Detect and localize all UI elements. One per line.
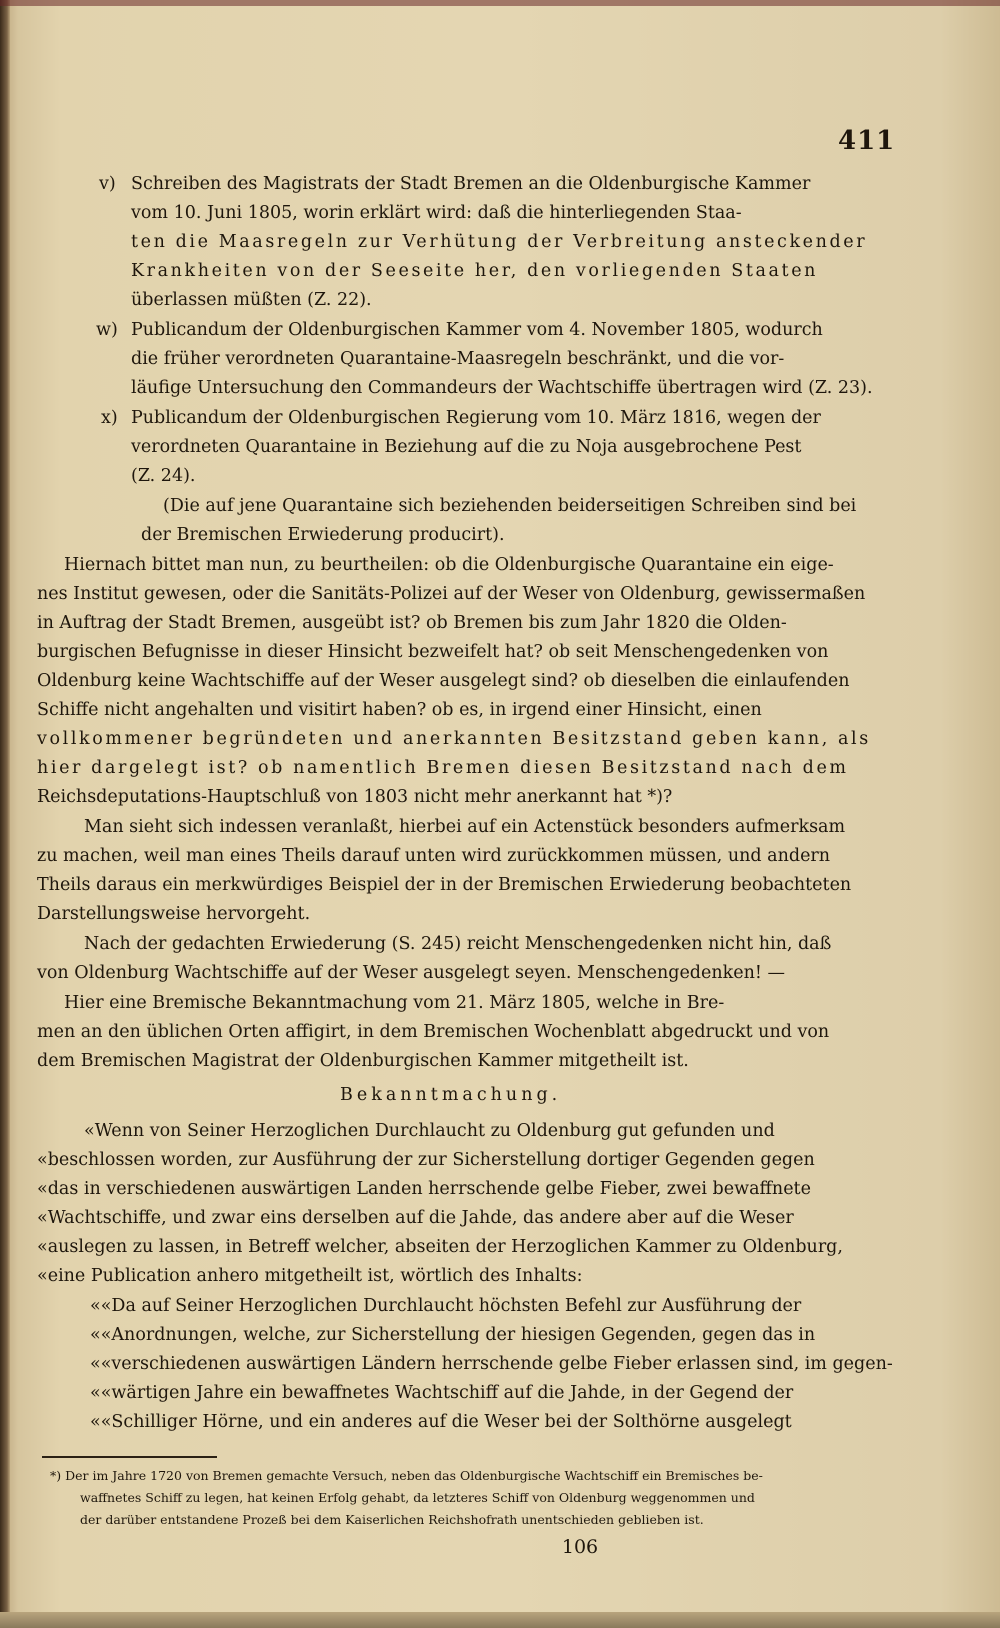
quote-line: «eine Publication anhero mitgetheilt ist, wörtlich des Inhalts: [37, 1266, 583, 1286]
page-number-bottom: 106 [561, 1536, 599, 1558]
note-line: (Die auf jene Quarantaine sich beziehenden beiderseitigen Schreiben sind bei [163, 496, 857, 516]
nested-quote-line: ««wärtigen Jahre ein bewaffnetes Wachtschiff auf die Jahde, in der Gegend der [90, 1383, 794, 1403]
section-heading: Bekanntmachung. [340, 1085, 562, 1105]
paragraph-line: Schiffe nicht angehalten und visitirt haben? ob es, in irgend einer Hinsicht, einen [37, 700, 762, 720]
paragraph-line: hier dargelegt ist? ob namentlich Bremen diesen Besitzstand nach dem [37, 758, 849, 778]
paragraph-line: zu machen, weil man eines Theils darauf unten wird zurückkommen müssen, und andern [37, 846, 831, 866]
paragraph-line: von Oldenburg Wachtschiffe auf der Weser ausgelegt seyen. Menschengedenken! — [37, 963, 785, 983]
item-label-w: w) [96, 320, 118, 340]
item-v-line: ten die Maasregeln zur Verhütung der Verbreitung ansteckender [131, 232, 868, 252]
footnote-line: *) Der im Jahre 1720 von Bremen gemachte Versuch, neben das Oldenburgische Wachtschiff ein Bremisches be- [50, 1468, 763, 1483]
nested-quote-line: ««Anordnungen, welche, zur Sicherstellung der hiesigen Gegenden, gegen das in [90, 1325, 816, 1345]
footnote-line: waffnetes Schiff zu legen, hat keinen Erfolg gehabt, da letzteres Schiff von Oldenburg weggenommen und [80, 1490, 755, 1505]
paragraph-line: nes Institut gewesen, oder die Sanitäts-Polizei auf der Weser von Oldenburg, gewissermaßen [37, 584, 866, 604]
item-v-line: vom 10. Juni 1805, worin erklärt wird: daß die hinterliegenden Staa- [131, 203, 742, 223]
nested-quote-line: ««verschiedenen auswärtigen Ländern herrschende gelbe Fieber erlassen sind, im gegen- [90, 1354, 893, 1374]
item-w-line: die früher verordneten Quarantaine-Maasregeln beschränkt, und die vor- [131, 349, 785, 369]
item-label-v: v) [99, 174, 116, 194]
paragraph-line: Man sieht sich indessen veranlaßt, hierbei auf ein Actenstück besonders aufmerksam [84, 817, 846, 837]
book-binding-edge [0, 0, 10, 1628]
paragraph-line: men an den üblichen Orten affigirt, in dem Bremischen Wochenblatt abgedruckt und von [37, 1022, 830, 1042]
item-v-line: Krankheiten von der Seeseite her, den vorliegenden Staaten [131, 261, 819, 281]
quote-line: «das in verschiedenen auswärtigen Landen herrschende gelbe Fieber, zwei bewaffnete [37, 1179, 811, 1199]
paragraph-line: burgischen Befugnisse in dieser Hinsicht bezweifelt hat? ob seit Menschengedenken von [37, 642, 829, 662]
paragraph-line: Oldenburg keine Wachtschiffe auf der Weser ausgelegt sind? ob dieselben die einlaufenden [37, 671, 850, 691]
item-x-line: verordneten Quarantaine in Beziehung auf die zu Noja ausgebrochene Pest [131, 437, 802, 457]
item-w-line: läufige Untersuchung den Commandeurs der Wachtschiffe übertragen wird (Z. 23). [131, 378, 873, 398]
page-number-top: 411 [838, 126, 896, 156]
footnote-rule [42, 1456, 217, 1458]
paragraph-line: in Auftrag der Stadt Bremen, ausgeübt ist? ob Bremen bis zum Jahr 1820 die Olden- [37, 613, 787, 633]
quote-line: «beschlossen worden, zur Ausführung der zur Sicherstellung dortiger Gegenden gegen [37, 1150, 815, 1170]
item-v-line: Schreiben des Magistrats der Stadt Bremen an die Oldenburgische Kammer [131, 174, 811, 194]
quote-line: «auslegen zu lassen, in Betreff welcher, abseiten der Herzoglichen Kammer zu Oldenburg, [37, 1237, 843, 1257]
nested-quote-line: ««Da auf Seiner Herzoglichen Durchlaucht höchsten Befehl zur Ausführung der [90, 1296, 802, 1316]
quote-line: «Wenn von Seiner Herzoglichen Durchlaucht zu Oldenburg gut gefunden und [84, 1121, 775, 1141]
paragraph-line: Nach der gedachten Erwiederung (S. 245) reicht Menschengedenken nicht hin, daß [84, 934, 832, 954]
item-w-line: Publicandum der Oldenburgischen Kammer vom 4. November 1805, wodurch [131, 320, 823, 340]
item-x-line: (Z. 24). [131, 466, 196, 486]
paragraph-line: vollkommener begründeten und anerkannten Besitzstand geben kann, als [37, 729, 871, 749]
note-line: der Bremischen Erwiederung producirt). [141, 525, 505, 545]
paragraph-line: Theils daraus ein merkwürdiges Beispiel der in der Bremischen Erwiederung beobachteten [37, 875, 852, 895]
quote-line: «Wachtschiffe, und zwar eins derselben auf die Jahde, das andere aber auf die Weser [37, 1208, 794, 1228]
item-x-line: Publicandum der Oldenburgischen Regierung vom 10. März 1816, wegen der [131, 408, 821, 428]
bottom-edge [0, 1612, 1000, 1628]
paragraph-line: Reichsdeputations-Hauptschluß von 1803 nicht mehr anerkannt hat *)? [37, 787, 673, 807]
paragraph-line: dem Bremischen Magistrat der Oldenburgischen Kammer mitgetheilt ist. [37, 1051, 689, 1071]
item-label-x: x) [101, 408, 118, 428]
item-v-line: überlassen müßten (Z. 22). [131, 290, 372, 310]
nested-quote-line: ««Schilliger Hörne, und ein anderes auf die Weser bei der Solthörne ausgelegt [90, 1412, 792, 1432]
footnote-line: der darüber entstandene Prozeß bei dem Kaiserlichen Reichshofrath unentschieden geblieben ist. [80, 1512, 704, 1527]
top-edge [0, 0, 1000, 6]
paragraph-line: Hiernach bittet man nun, zu beurtheilen: ob die Oldenburgische Quarantaine ein eige- [64, 555, 834, 575]
paragraph-line: Darstellungsweise hervorgeht. [37, 904, 311, 924]
paragraph-line: Hier eine Bremische Bekanntmachung vom 21. März 1805, welche in Bre- [64, 993, 725, 1013]
